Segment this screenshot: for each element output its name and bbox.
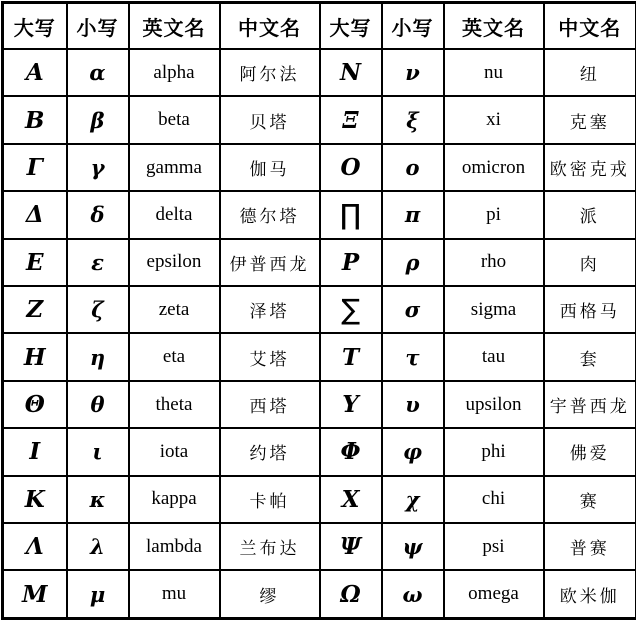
left-uppercase-letter-cell: Κ [3,476,67,523]
left-uppercase-letter-cell: Β [3,96,67,143]
left-uppercase-letter-cell: Ι [3,428,67,475]
right-chinese-name-cell: 纽 [544,49,636,96]
right-uppercase-letter-cell: Φ [320,428,382,475]
right-chinese-name-cell: 肉 [544,239,636,286]
right-chinese-name-cell: 佛爱 [544,428,636,475]
right-english-name-cell: upsilon [444,381,544,428]
table-row [3,96,636,143]
left-lowercase-letter-cell: γ [67,144,129,191]
left-uppercase-letter-cell: Θ [3,381,67,428]
table-row [3,523,636,570]
left-chinese-name-cell: 约塔 [220,428,320,475]
table-row [3,333,636,380]
left-uppercase-letter-cell: Ζ [3,286,67,333]
left-uppercase-letter-cell: Η [3,333,67,380]
right-chinese-name-cell: 西格马 [544,286,636,333]
right-lowercase-letter-cell: ω [382,570,444,618]
right-chinese-name-cell: 套 [544,333,636,380]
right-chinese-name-cell: 克塞 [544,96,636,143]
left-chinese-name-cell: 贝塔 [220,96,320,143]
right-uppercase-letter-cell: Ο [320,144,382,191]
right-chinese-name-cell: 欧米伽 [544,570,636,618]
left-chinese-name-cell: 德尔塔 [220,191,320,238]
greek-alphabet-table [1,1,636,620]
right-lowercase-letter-cell: ο [382,144,444,191]
right-chinese-name-cell: 派 [544,191,636,238]
right-lowercase-letter-cell: π [382,191,444,238]
right-english-name-cell: phi [444,428,544,475]
right-lowercase-letter-cell: σ [382,286,444,333]
right-uppercase-letter-cell: Χ [320,476,382,523]
left-chinese-name-cell: 兰布达 [220,523,320,570]
header-lowercase-left: 小写 [67,3,129,50]
right-lowercase-letter-cell: ξ [382,96,444,143]
left-uppercase-letter-cell: Λ [3,523,67,570]
right-english-name-cell: tau [444,333,544,380]
table-body [3,49,636,619]
right-english-name-cell: pi [444,191,544,238]
left-chinese-name-cell: 阿尔法 [220,49,320,96]
left-lowercase-letter-cell: α [67,49,129,96]
table-row [3,239,636,286]
left-lowercase-letter-cell: β [67,96,129,143]
table-row [3,570,636,618]
right-uppercase-letter-cell: ∑ [320,286,382,333]
right-lowercase-letter-cell: ψ [382,523,444,570]
left-chinese-name-cell: 艾塔 [220,333,320,380]
right-english-name-cell: sigma [444,286,544,333]
left-lowercase-letter-cell: μ [67,570,129,618]
left-uppercase-letter-cell: Δ [3,191,67,238]
left-english-name-cell: beta [129,96,220,143]
right-lowercase-letter-cell: υ [382,381,444,428]
right-chinese-name-cell: 欧密克戎 [544,144,636,191]
left-english-name-cell: iota [129,428,220,475]
right-uppercase-letter-cell: Τ [320,333,382,380]
right-lowercase-letter-cell: τ [382,333,444,380]
left-uppercase-letter-cell: Μ [3,570,67,618]
right-english-name-cell: omicron [444,144,544,191]
right-lowercase-letter-cell: χ [382,476,444,523]
table-row [3,286,636,333]
left-english-name-cell: zeta [129,286,220,333]
right-uppercase-letter-cell: Ψ [320,523,382,570]
right-uppercase-letter-cell: Ρ [320,239,382,286]
left-lowercase-letter-cell: ε [67,239,129,286]
right-english-name-cell: xi [444,96,544,143]
left-chinese-name-cell: 伊普西龙 [220,239,320,286]
left-english-name-cell: alpha [129,49,220,96]
table-row [3,476,636,523]
right-uppercase-letter-cell: ∏ [320,191,382,238]
left-lowercase-letter-cell: θ [67,381,129,428]
right-uppercase-letter-cell: Ξ [320,96,382,143]
left-english-name-cell: lambda [129,523,220,570]
table-header [3,3,636,50]
left-chinese-name-cell: 泽塔 [220,286,320,333]
right-lowercase-letter-cell: φ [382,428,444,475]
right-english-name-cell: omega [444,570,544,618]
left-uppercase-letter-cell: Γ [3,144,67,191]
left-uppercase-letter-cell: Ε [3,239,67,286]
right-lowercase-letter-cell: ν [382,49,444,96]
header-uppercase-left: 大写 [3,3,67,50]
left-lowercase-letter-cell: ι [67,428,129,475]
left-english-name-cell: eta [129,333,220,380]
right-uppercase-letter-cell: Ν [320,49,382,96]
left-chinese-name-cell: 卡帕 [220,476,320,523]
left-lowercase-letter-cell: η [67,333,129,380]
table-row [3,49,636,96]
header-uppercase-right: 大写 [320,3,382,50]
right-lowercase-letter-cell: ρ [382,239,444,286]
right-english-name-cell: chi [444,476,544,523]
left-chinese-name-cell: 缪 [220,570,320,618]
right-chinese-name-cell: 普赛 [544,523,636,570]
right-chinese-name-cell: 宇普西龙 [544,381,636,428]
right-english-name-cell: psi [444,523,544,570]
header-english-name-right: 英文名 [444,3,544,50]
header-chinese-name-right: 中文名 [544,3,636,50]
right-english-name-cell: rho [444,239,544,286]
table-row [3,144,636,191]
left-english-name-cell: mu [129,570,220,618]
left-english-name-cell: gamma [129,144,220,191]
left-uppercase-letter-cell: Α [3,49,67,96]
header-lowercase-right: 小写 [382,3,444,50]
left-english-name-cell: theta [129,381,220,428]
table-row [3,191,636,238]
header-chinese-name-left: 中文名 [220,3,320,50]
header-english-name-left: 英文名 [129,3,220,50]
left-lowercase-letter-cell: δ [67,191,129,238]
right-uppercase-letter-cell: Ω [320,570,382,618]
table-row [3,381,636,428]
left-english-name-cell: delta [129,191,220,238]
left-english-name-cell: kappa [129,476,220,523]
left-lowercase-letter-cell: κ [67,476,129,523]
left-lowercase-letter-cell: ζ [67,286,129,333]
header-row [3,3,636,50]
right-uppercase-letter-cell: Υ [320,381,382,428]
table-row [3,428,636,475]
right-chinese-name-cell: 赛 [544,476,636,523]
left-chinese-name-cell: 伽马 [220,144,320,191]
left-chinese-name-cell: 西塔 [220,381,320,428]
right-english-name-cell: nu [444,49,544,96]
left-english-name-cell: epsilon [129,239,220,286]
left-lowercase-letter-cell: λ [67,523,129,570]
